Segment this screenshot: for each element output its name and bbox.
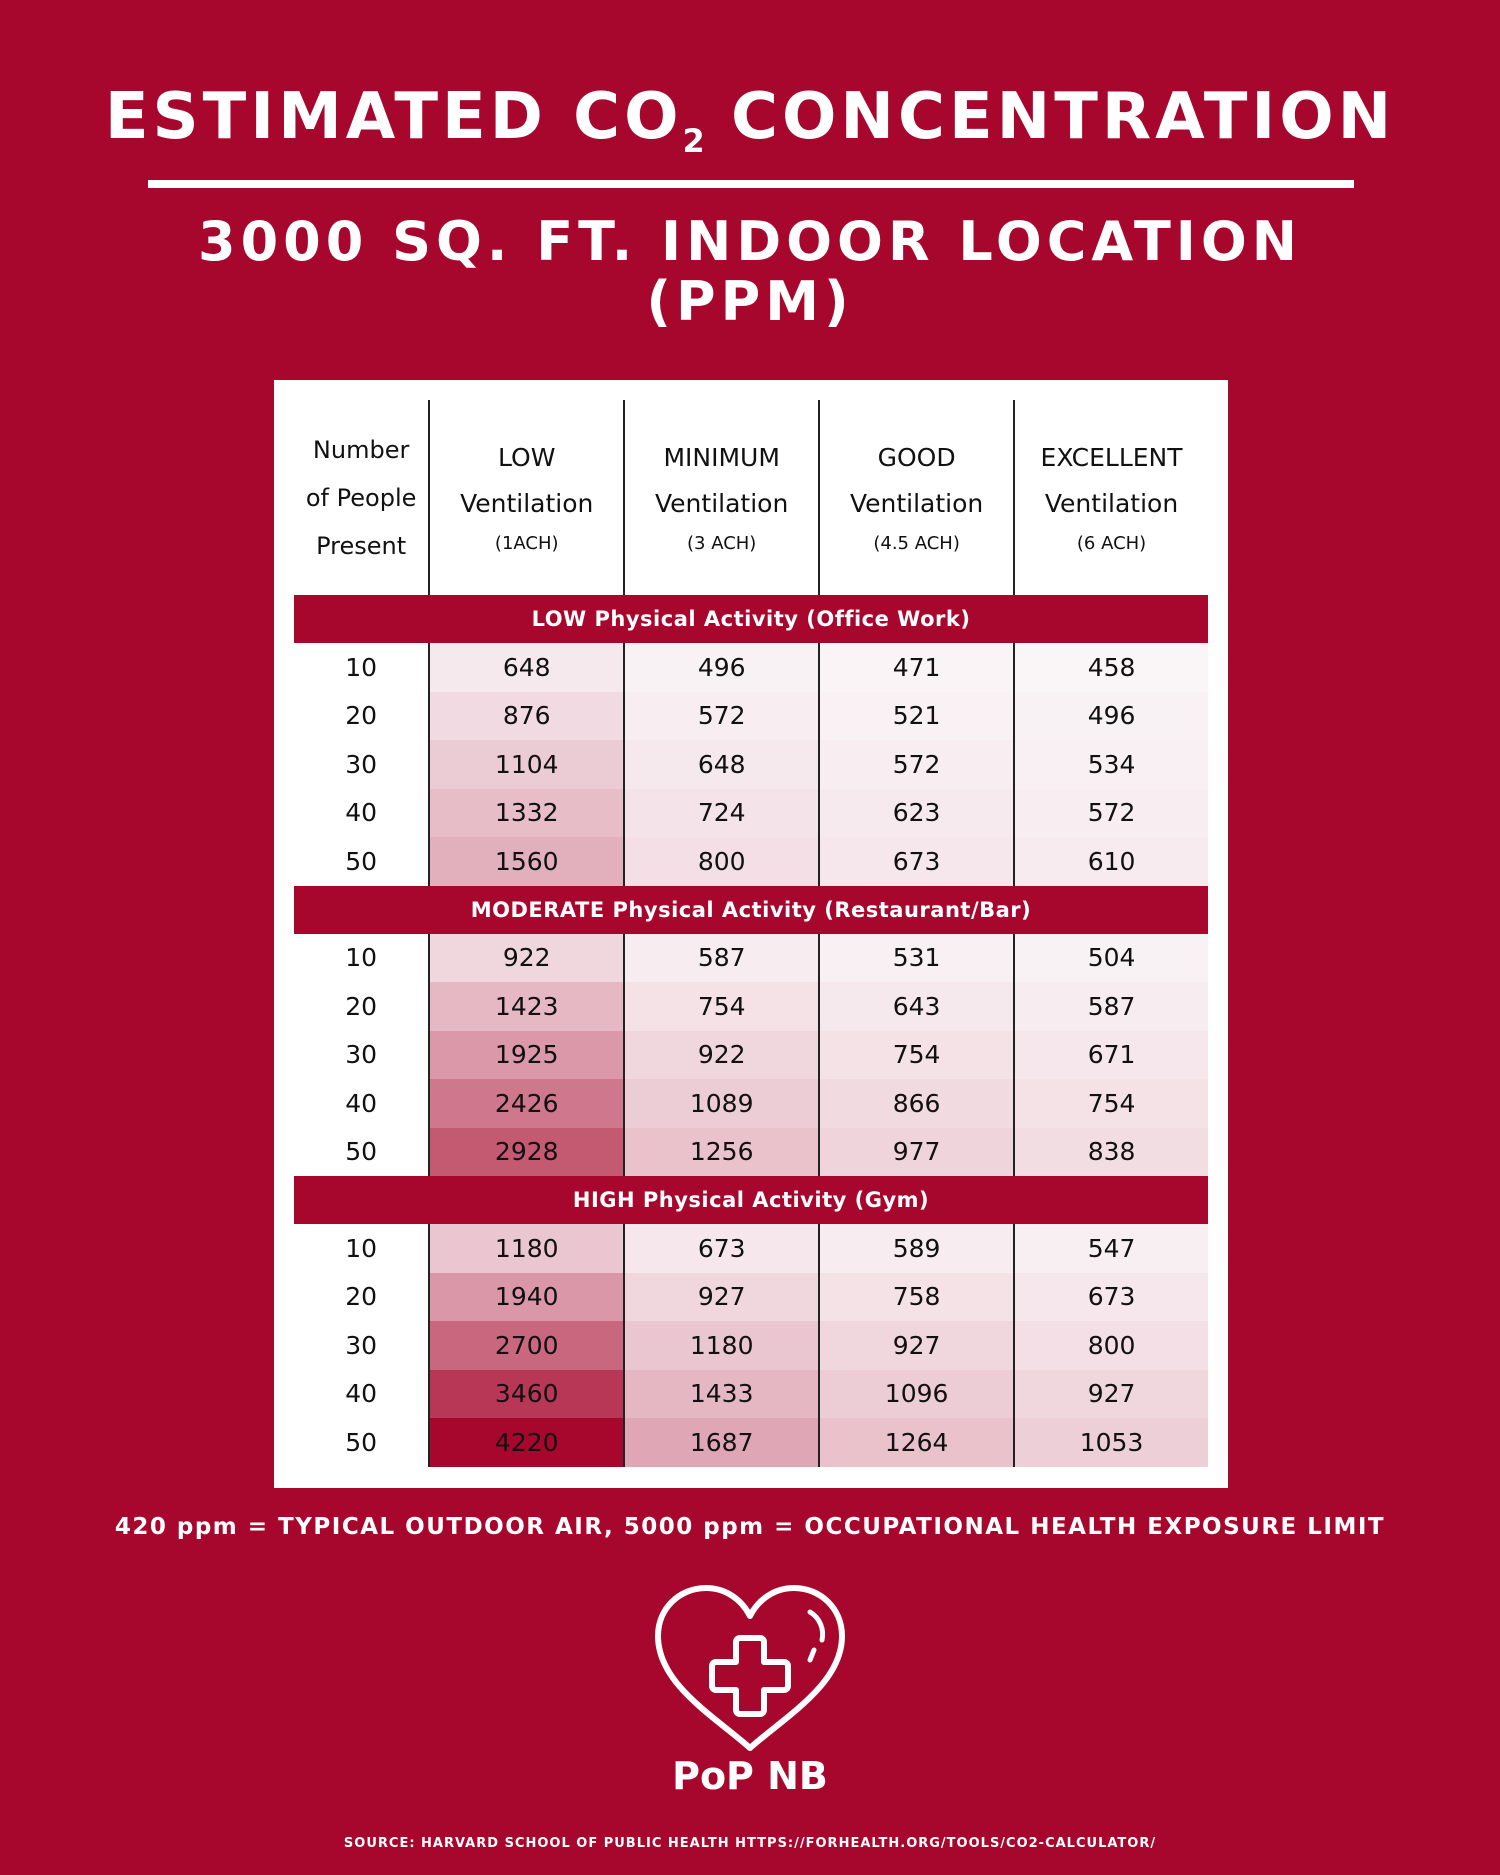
header-people-line: of People	[305, 483, 417, 512]
ppm-value: 572	[623, 692, 818, 741]
people-count: 40	[345, 1379, 378, 1409]
header-minimum-ventilation	[623, 400, 818, 595]
ppm-value: 589	[818, 1224, 1013, 1273]
ppm-value: 673	[1013, 1273, 1208, 1322]
table-row	[294, 982, 1208, 1031]
ppm-value: 1089	[623, 1079, 818, 1128]
ppm-value: 504	[1013, 934, 1208, 983]
header-level: EXCELLENT	[1040, 442, 1183, 472]
ppm-value: 471	[818, 643, 1013, 692]
header-level: MINIMUM	[663, 442, 780, 472]
ppm-value: 2426	[428, 1079, 623, 1128]
table-row	[294, 1370, 1208, 1419]
header-low-ventilation	[428, 400, 623, 595]
ppm-value: 1433	[623, 1370, 818, 1419]
ppm-value: 927	[1013, 1370, 1208, 1419]
ppm-value: 4220	[428, 1418, 623, 1467]
ppm-value: 671	[1013, 1031, 1208, 1080]
ppm-value: 1180	[623, 1321, 818, 1370]
subtitle-line-1: 3000 SQ. FT. INDOOR LOCATION	[198, 210, 1302, 273]
header-level: LOW	[498, 442, 556, 472]
ppm-value: 623	[818, 789, 1013, 838]
people-count: 50	[345, 846, 378, 876]
ppm-value: 1053	[1013, 1418, 1208, 1467]
ppm-value: 521	[818, 692, 1013, 741]
header-ach: (4.5 ACH)	[873, 532, 960, 554]
brand-name: PoP NB	[672, 1754, 828, 1798]
ppm-value: 610	[1013, 837, 1208, 886]
table-row	[294, 1128, 1208, 1177]
subtitle-line-2: (PPM)	[646, 270, 854, 333]
ppm-value: 1687	[623, 1418, 818, 1467]
title-rest: CONCENTRATION	[704, 80, 1396, 154]
header-word: Ventilation	[849, 488, 984, 518]
ppm-value: 927	[623, 1273, 818, 1322]
ppm-value: 572	[1013, 789, 1208, 838]
title-divider	[148, 180, 1354, 188]
ppm-value: 922	[428, 934, 623, 983]
ppm-value: 458	[1013, 643, 1208, 692]
table-row	[294, 1321, 1208, 1370]
ppm-value: 1423	[428, 982, 623, 1031]
people-count: 50	[345, 1427, 378, 1457]
ppm-value: 922	[623, 1031, 818, 1080]
table-row	[294, 643, 1208, 692]
ppm-value: 927	[818, 1321, 1013, 1370]
ppm-value: 1180	[428, 1224, 623, 1273]
table-row	[294, 740, 1208, 789]
header-people-line: Present	[316, 531, 407, 560]
section-band: HIGH Physical Activity (Gym)	[294, 1176, 1208, 1224]
footnote: 420 ppm = TYPICAL OUTDOOR AIR, 5000 ppm = OCCUPATIONAL HEALTH EXPOSURE LIMIT	[114, 1514, 1386, 1540]
ppm-value: 800	[623, 837, 818, 886]
page-subtitle	[0, 212, 1500, 332]
header-good-ventilation	[818, 400, 1013, 595]
table-row	[294, 789, 1208, 838]
ppm-value: 1560	[428, 837, 623, 886]
header-ach: (3 ACH)	[687, 532, 757, 554]
people-count: 10	[345, 1233, 378, 1263]
table-row	[294, 837, 1208, 886]
section-band: MODERATE Physical Activity (Restaurant/Bar)	[294, 886, 1208, 934]
ppm-value: 1925	[428, 1031, 623, 1080]
table-row	[294, 1273, 1208, 1322]
ppm-value: 838	[1013, 1128, 1208, 1177]
people-count: 30	[345, 1040, 378, 1070]
people-count: 10	[345, 943, 378, 973]
ppm-value: 2928	[428, 1128, 623, 1177]
ppm-value: 800	[1013, 1321, 1208, 1370]
ppm-value: 531	[818, 934, 1013, 983]
ppm-value: 1940	[428, 1273, 623, 1322]
ppm-value: 3460	[428, 1370, 623, 1419]
co2-table	[294, 400, 1208, 1467]
header-people	[294, 400, 428, 595]
ppm-value: 587	[1013, 982, 1208, 1031]
people-count: 30	[345, 749, 378, 779]
ppm-value: 754	[1013, 1079, 1208, 1128]
ppm-value: 1104	[428, 740, 623, 789]
ppm-value: 643	[818, 982, 1013, 1031]
ppm-value: 496	[623, 643, 818, 692]
table-row	[294, 1224, 1208, 1273]
ppm-value: 1096	[818, 1370, 1013, 1419]
ppm-value: 724	[623, 789, 818, 838]
table-card	[274, 380, 1228, 1488]
ppm-value: 1256	[623, 1128, 818, 1177]
ppm-value: 673	[623, 1224, 818, 1273]
ppm-value: 1332	[428, 789, 623, 838]
section-band: LOW Physical Activity (Office Work)	[294, 595, 1208, 643]
table-row	[294, 1079, 1208, 1128]
table-header	[294, 400, 1208, 595]
ppm-value: 754	[623, 982, 818, 1031]
people-count: 40	[345, 1088, 378, 1118]
ppm-value: 648	[623, 740, 818, 789]
title-main: ESTIMATED CO	[104, 80, 683, 154]
people-count: 40	[345, 798, 378, 828]
header-ach: (1ACH)	[494, 532, 559, 554]
ppm-value: 648	[428, 643, 623, 692]
ppm-value: 534	[1013, 740, 1208, 789]
heart-plus-icon	[650, 1580, 850, 1760]
header-people-line: Number	[312, 435, 410, 464]
ppm-value: 876	[428, 692, 623, 741]
ppm-value: 572	[818, 740, 1013, 789]
header-level: GOOD	[877, 442, 956, 472]
people-count: 20	[345, 1282, 378, 1312]
header-word: Ventilation	[460, 488, 594, 518]
ppm-value: 977	[818, 1128, 1013, 1177]
people-count: 20	[345, 701, 378, 731]
table-row	[294, 1418, 1208, 1467]
title-subscript: 2	[682, 122, 705, 160]
source-note: SOURCE: HARVARD SCHOOL OF PUBLIC HEALTH HTTPS://FORHEALTH.ORG/TOOLS/CO2-CALCULATOR/	[343, 1836, 1157, 1851]
ppm-value: 754	[818, 1031, 1013, 1080]
table-row	[294, 1031, 1208, 1080]
header-word: Ventilation	[655, 488, 789, 518]
table-row	[294, 692, 1208, 741]
table-body	[294, 595, 1208, 1467]
people-count: 10	[345, 652, 378, 682]
ppm-value: 866	[818, 1079, 1013, 1128]
ppm-value: 1264	[818, 1418, 1013, 1467]
header-excellent-ventilation	[1013, 400, 1208, 595]
people-count: 20	[345, 991, 378, 1021]
ppm-value: 2700	[428, 1321, 623, 1370]
ppm-value: 673	[818, 837, 1013, 886]
page-title	[0, 82, 1500, 176]
ppm-value: 587	[623, 934, 818, 983]
header-ach: (6 ACH)	[1076, 532, 1147, 554]
ppm-value: 496	[1013, 692, 1208, 741]
people-count: 50	[345, 1137, 378, 1167]
people-count: 30	[345, 1330, 378, 1360]
ppm-value: 547	[1013, 1224, 1208, 1273]
ppm-value: 758	[818, 1273, 1013, 1322]
header-word: Ventilation	[1044, 488, 1179, 518]
table-row	[294, 934, 1208, 983]
